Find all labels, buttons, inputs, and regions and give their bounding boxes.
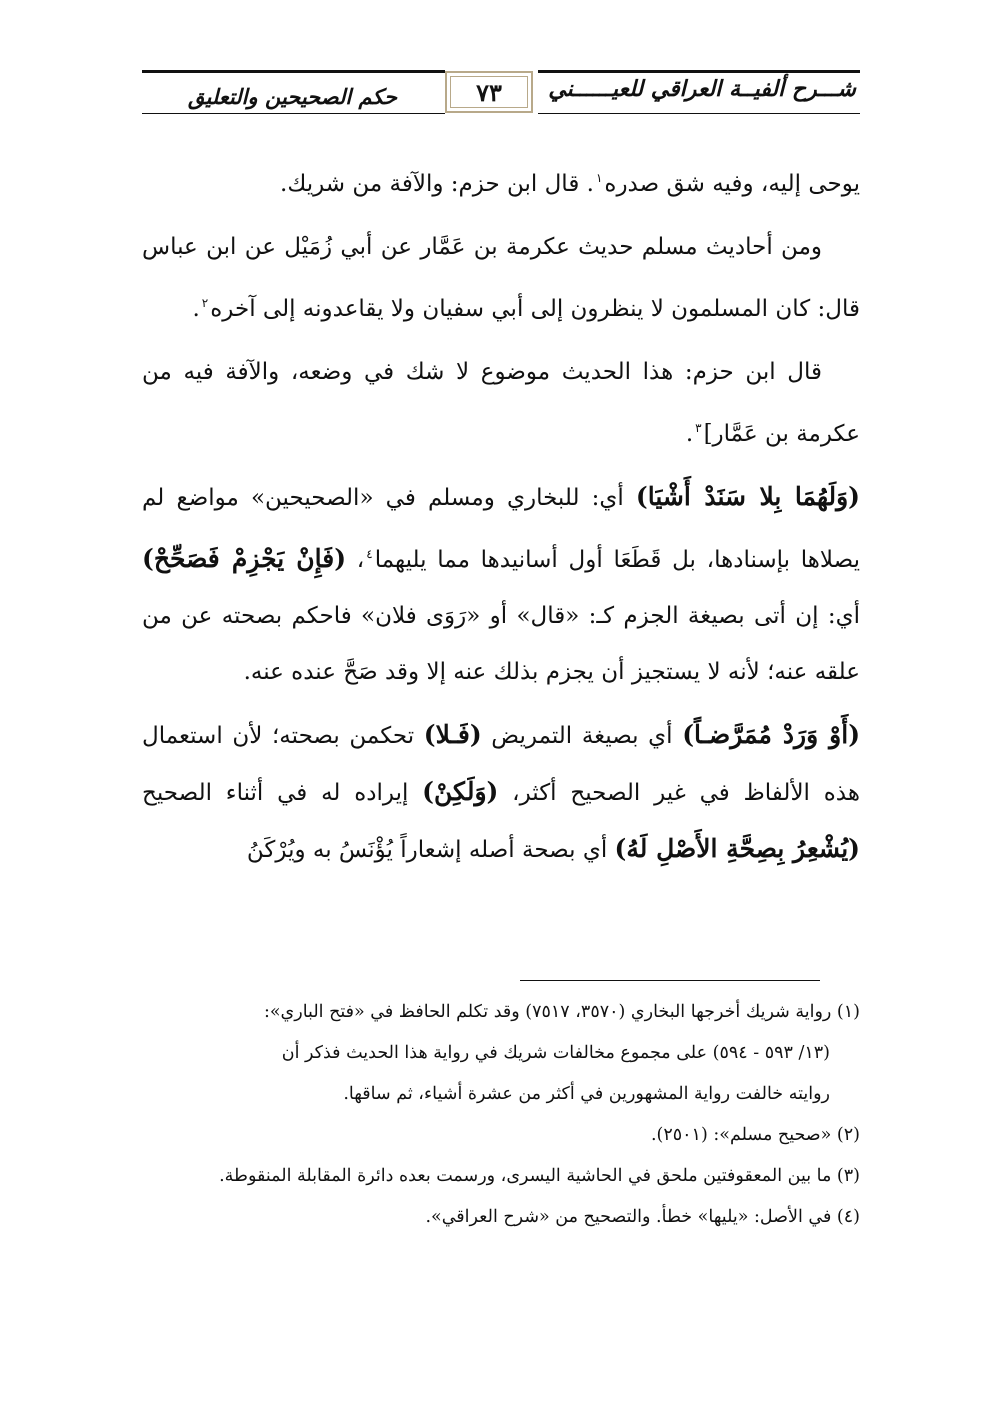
text-span: ومن أحاديث مسلم حديث عكرمة بن عَمَّار عن أبي زُمَيْل عن ابن عباس قال: كان المسلمون لا ينظرون إلى أبي سفيان ولا يقاعدونه إلى آخره xyxy=(142,234,860,322)
paragraph-3 xyxy=(142,344,860,462)
text-span: أي: للبخاري ومسلم في «الصحيحين» مواضع لم يصلاها بإسنادها، بل قَطَعَا أول أسانيدها مما يليهما xyxy=(142,485,861,573)
header-rule-right xyxy=(538,70,860,73)
matn-verse: (فَإِنْ يَجْزِمْ فَصَحِّحْ) xyxy=(142,544,347,573)
footnote-1-continued: (١٣/ ٥٩٣ - ٥٩٤) على مجموع مخالفات شريك في رواية هذا الحديث فذكر أن xyxy=(281,1043,830,1063)
footnote-3: (٣) ما بين المعقوفتين ملحق في الحاشية اليسرى، ورسمت بعده دائرة المقابلة المنقوطة. xyxy=(219,1166,860,1186)
text-span: إيراده له في أثناء الصحيح xyxy=(142,780,409,806)
footnote-1-continued: روايته خالفت رواية المشهورين في أكثر من عشرة أشياء، ثم ساقها. xyxy=(343,1084,830,1104)
footnote-ref-1: ١ xyxy=(595,171,603,185)
text-span: . xyxy=(192,296,200,322)
footnotes xyxy=(142,992,860,1238)
footnote-4: (٤) في الأصل: «يليها» خطأ. والتصحيح من «شرح العراقي». xyxy=(425,1207,860,1227)
paragraph-4 xyxy=(142,469,860,700)
text-span: . xyxy=(685,421,694,447)
paragraph-2 xyxy=(142,219,860,337)
footnote-1: (١) رواية شريك أخرجها البخاري (٣٥٧٠، ٧٥١٧) وقد تكلم الحافظ في «فتح الباري»: xyxy=(263,1002,860,1022)
matn-verse: (وَلَهُمَا بِلا سَنَدْ أَشْيَا) xyxy=(635,482,860,511)
matn-verse: (وَلَكِنْ) xyxy=(422,777,499,806)
text-span: تحكمن بصحته؛ لأن استعمال هذه الألفاظ في غير الصحيح أكثر، xyxy=(142,723,860,806)
paragraph-1 xyxy=(142,150,860,212)
text-span: ، xyxy=(356,547,365,573)
header-rule-left xyxy=(142,70,445,73)
matn-verse: (يُشْعِرُ بِصِحَّةِ الأَصْلِ لَهُ) xyxy=(614,834,860,863)
text-span: أي بصيغة التمريض xyxy=(491,723,673,749)
text-span: قال ابن حزم: هذا الحديث موضوع لا شك في وضعه، والآفة فيه من عكرمة بن عَمَّار] xyxy=(142,359,860,447)
matn-verse: (فَـلا) xyxy=(423,720,482,749)
header-underline-left xyxy=(142,113,445,114)
running-title-chapter: حكم الصحيحين والتعليق xyxy=(188,84,398,109)
footnote-2: (٢) «صحيح مسلم»: (٢٥٠١). xyxy=(650,1125,860,1145)
text-span: أي بصحة أصله إشعاراً يُؤْنَسُ به ويُرْكَنُ xyxy=(246,837,608,863)
paragraph-5 xyxy=(142,707,860,878)
header-underline-right xyxy=(538,113,860,114)
footnote-ref-2: ٢ xyxy=(201,296,209,310)
text-span: . قال ابن حزم: والآفة من شريك. xyxy=(280,171,594,197)
footnote-ref-3: ٣ xyxy=(695,421,702,435)
footnote-ref-4: ٤ xyxy=(366,547,373,561)
main-text xyxy=(142,150,860,885)
text-span: أي: إن أتى بصيغة الجزم كـ: «قال» أو «رَوَى فلان» فاحكم بصحته عن من علقه عنه؛ لأنه لا يستجيز أن يجزم بذلك عنه إلا وقد صَحَّ عنده عنه. xyxy=(142,603,860,685)
text-span: يوحى إليه، وفيه شق صدره xyxy=(604,171,860,197)
page-number: ٧٣ xyxy=(445,71,533,113)
matn-verse: (أَوْ وَرَدْ مُمَرَّضـاً) xyxy=(682,720,861,749)
running-title-book: شـــرح ألفيــة العراقي للعيــــــني xyxy=(548,76,856,102)
footnote-separator xyxy=(520,980,820,981)
